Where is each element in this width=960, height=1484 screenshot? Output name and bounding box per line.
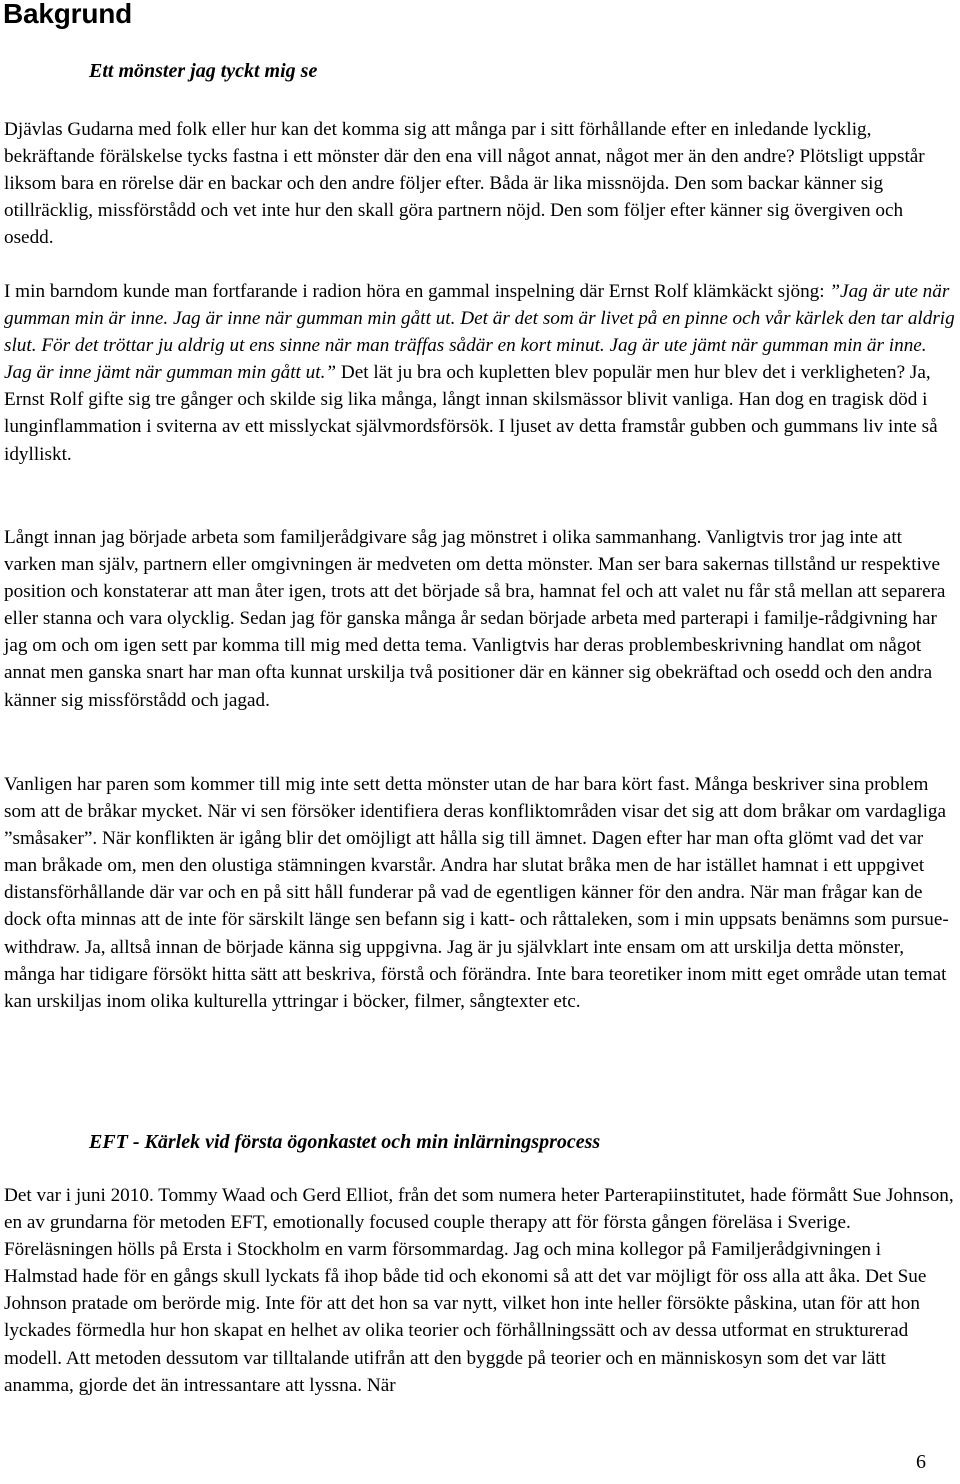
paragraph: Det var i juni 2010. Tommy Waad och Gerd Elliot, från det som numera heter Parterapiinstitutet, hade förmått Sue Johnson, en av grundarna för metoden EFT, emotionally focused couple therapy att för första gången föreläsa i Sverige. Föreläsningen hölls på Ersta i Stockholm en varm försommardag. Jag och mina kollegor på Familjerådgivningen i Halmstad hade för en gångs skull lyckats få ihop både tid och ekonomi så att det var möjligt för oss alla att åka. Det Sue Johnson pratade om berörde mig. Inte för att det hon sa var nytt, vilket hon inte heller försökte påskina, utan för att hon lyckades förmedla hur hon skapat en helhet av olika teorier och förhållningssätt och av dessa utformat en strukturerad modell. Att metoden dessutom var tilltalande utifrån att den byggde på teorier och en människosyn som det var lätt anamma, gjorde det än intressantare att lyssna. När xyxy=(4,1185,954,1396)
song-lyric-quote: ”Jag är ute när gumman min är inne. Jag är inne när gumman min gått ut. Det är det som är livet på en pinne och vår kärlek den tar aldrig slut. För det tröttar ju aldrig ut ens sinne när man träffas sådär en kort minut. Jag är ute jämt när gumman min är inne. Jag är inne jämt när gumman min gått ut.” xyxy=(4,281,955,384)
paragraph: Vanligen har paren som kommer till mig inte sett detta mönster utan de har bara kört fast. Många beskriver sina problem som att de bråkar mycket. När vi sen försöker identifiera deras konfliktområden visar det sig att dom bråkar om vardagliga ”småsaker”. När konflikten är igång blir det omöjligt att hålla sig till ämnet. Dagen efter har man ofta glömt vad det var man bråkade om, men den olustiga stämningen kvarstår. Andra har slutat bråka men de har istället hamnat i ett uppgivet distansförhållande där var och en på sitt håll funderar på vad de egentligen känner för den andra. När man frågar kan de dock ofta minnas att de inte för särskilt länge sen befann sig i katt- och råttaleken, som i min uppsats benämns som pursue-withdraw. Ja, alltså innan de började känna sig uppgivna. Jag är ju självklart inte ensam om att urskilja detta mönster, många har tidigare försökt hitta sätt att beskriva, förstå och förändra. Inte bara teoretiker inom mitt eget område utan temat kan urskiljas inom olika kulturella yttringar i böcker, filmer, sångtexter etc. xyxy=(4,774,949,1012)
paragraph-text: I min barndom kunde man fortfarande i radion höra en gammal inspelning där Ernst Rolf klämkäckt sjöng: xyxy=(4,281,830,302)
section-title: EFT - Kärlek vid första ögonkastet och min inlärningsprocess xyxy=(89,1131,601,1153)
page-number: 6 xyxy=(916,1451,926,1473)
section-title: Ett mönster jag tyckt mig se xyxy=(89,60,318,82)
page-heading: Bakgrund xyxy=(3,0,133,29)
paragraph: Långt innan jag började arbeta som familjerådgivare såg jag mönstret i olika sammanhang. Vanligtvis tror jag inte att varken man själv, partnern eller omgivningen är medveten om detta mönster. Man ser bara sakernas tillstånd ur respektive position och konstaterar att man åter igen, trots att det började så bra, hamnat fel och att valet nu får stå mellan att separera eller stanna och vara olycklig. Sedan jag för ganska många år sedan började arbeta med parterapi i familje-rådgivning har jag om och om igen sett par komma till mig med detta tema. Vanligtvis har deras problembeskrivning handlat om något annat men ganska snart har man ofta kunnat urskilja två positioner där en känner sig obekräftad och osedd och den andra känner sig missförstådd och jagad. xyxy=(4,527,946,711)
paragraph-text: Djävlas Gudarna med folk eller hur kan det komma sig att många par i sitt förhållande efter en inledande lycklig, bekräftande förälskelse tycks fastna i ett mönster där den ena vill något annat, något mer än den andre? Plötsligt uppstår liksom bara en rörelse där en backar och den andre följer efter. Båda är lika missnöjda. Den som backar känner sig otillräcklig, missförstådd och vet inte hur den skall göra partnern nöjd. Den som följer efter känner sig övergiven och osedd. xyxy=(4,119,925,249)
paragraph-text: Det lät ju bra och kupletten blev populär men hur blev det i verkligheten? Ja, Ernst Rolf gifte sig tre gånger och skilde sig lika många, långt innan skilsmässor blivit vanliga. Han dog en tragisk död i lunginflammation i sviterna av ett misslyckat självmordsförsök. I ljuset av detta framstår gubben och gummans liv inte så idylliskt. xyxy=(4,362,938,465)
paragraph xyxy=(4,278,956,468)
paragraph xyxy=(4,116,956,251)
